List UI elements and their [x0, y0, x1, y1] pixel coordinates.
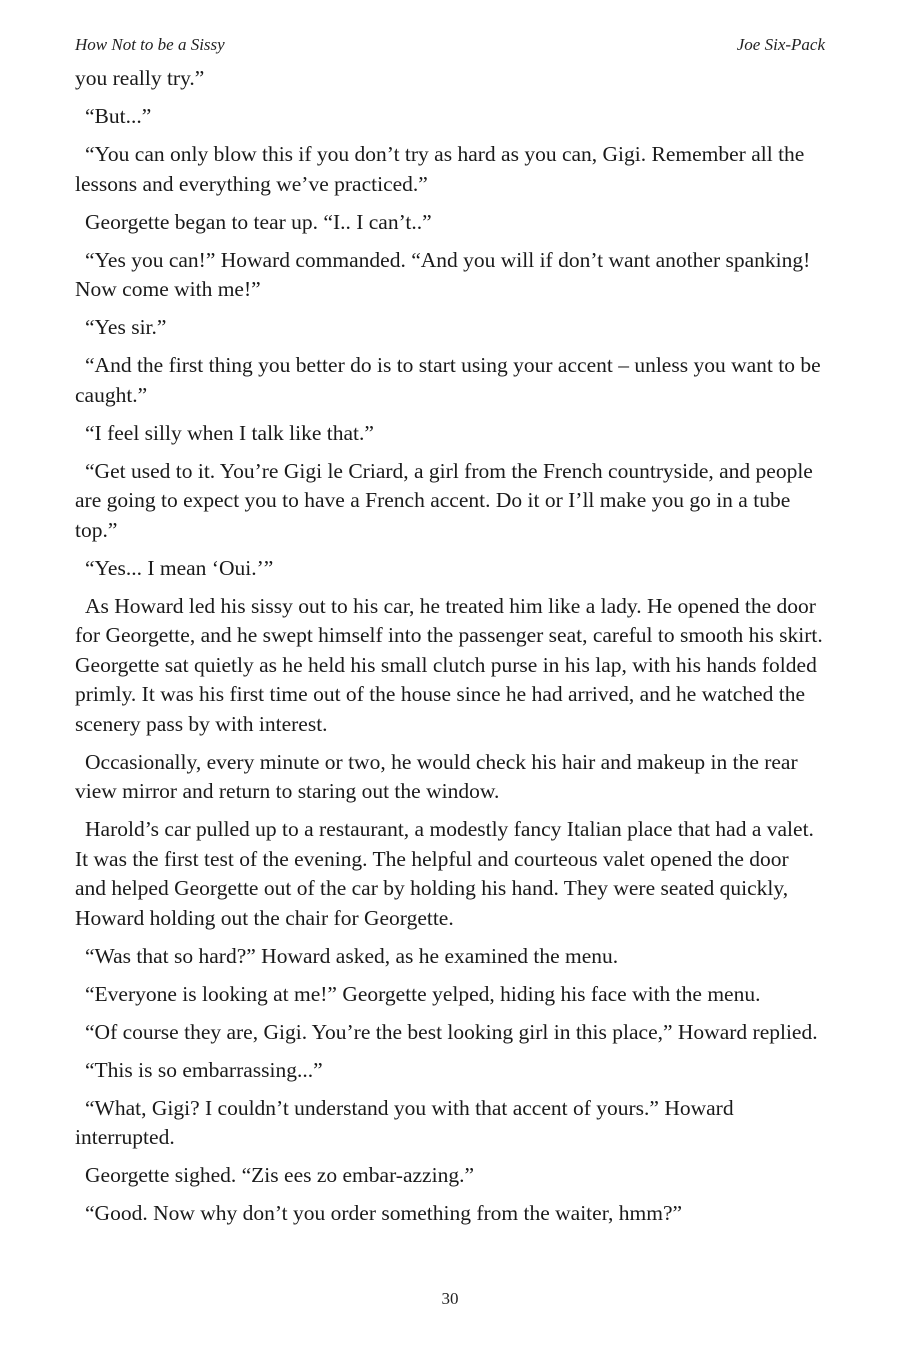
paragraph: “What, Gigi? I couldn’t understand you with that accent of yours.” Howard interrupted.	[75, 1095, 734, 1149]
paragraph: Harold’s car pulled up to a restaurant, a modestly fancy Italian place that had a valet. It was the first test of the evening. The helpful and courteous valet opened the door and helped Georgette out of the car by holding his hand. They were seated quickly, Howard holding out the chair for Georgette.	[75, 817, 814, 930]
paragraph: “Of course they are, Gigi. You’re the best looking girl in this place,” Howard replied.	[85, 1019, 818, 1044]
paragraph: “Yes... I mean ‘Oui.’”	[85, 555, 274, 580]
book-title: How Not to be a Sissy	[75, 35, 225, 54]
paragraph: Occasionally, every minute or two, he would check his hair and makeup in the rear view mirror and return to staring out the window.	[75, 749, 798, 803]
paragraph: “But...”	[85, 104, 152, 128]
paragraph: “You can only blow this if you don’t try as hard as you can, Gigi. Remember all the lessons and everything we’ve practiced.”	[75, 142, 805, 196]
paragraph: “Yes sir.”	[85, 315, 167, 339]
paragraph: “Everyone is looking at me!” Georgette yelped, hiding his face with the menu.	[85, 981, 761, 1006]
author-name: Joe Six-Pack	[736, 35, 825, 54]
paragraph: you really try.”	[75, 66, 205, 90]
page-number: 30	[441, 1289, 459, 1308]
running-header	[75, 34, 825, 56]
paragraph: “I feel silly when I talk like that.”	[85, 420, 374, 445]
paragraph: “Get used to it. You’re Gigi le Criard, a girl from the French countryside, and people are going to expect you to have a French accent. Do it or I’ll make you go in a tube top.”	[75, 458, 813, 542]
body-text	[75, 64, 825, 1229]
paragraph: “This is so embarrassing...”	[85, 1057, 323, 1082]
paragraph: As Howard led his sissy out to his car, he treated him like a lady. He opened the door for Georgette, and he swept himself into the passenger seat, careful to smooth his skirt. Georgette sat quietly as he held his small clutch purse in his lap, with his hands folded primly. It was his first time out of the house since he had arrived, and he watched the scenery pass by with interest.	[75, 593, 823, 736]
paragraph: Georgette began to tear up. “I.. I can’t..”	[85, 209, 432, 234]
paragraph: “Good. Now why don’t you order something from the waiter, hmm?”	[85, 1201, 683, 1225]
paragraph: “And the first thing you better do is to start using your accent – unless you want to be caught.”	[75, 353, 821, 407]
paragraph: Georgette sighed. “Zis ees zo embar-azzing.”	[85, 1163, 474, 1187]
paragraph: “Yes you can!” Howard commanded. “And you will if don’t want another spanking! Now come with me!”	[75, 247, 811, 301]
paragraph: “Was that so hard?” Howard asked, as he examined the menu.	[85, 943, 619, 968]
